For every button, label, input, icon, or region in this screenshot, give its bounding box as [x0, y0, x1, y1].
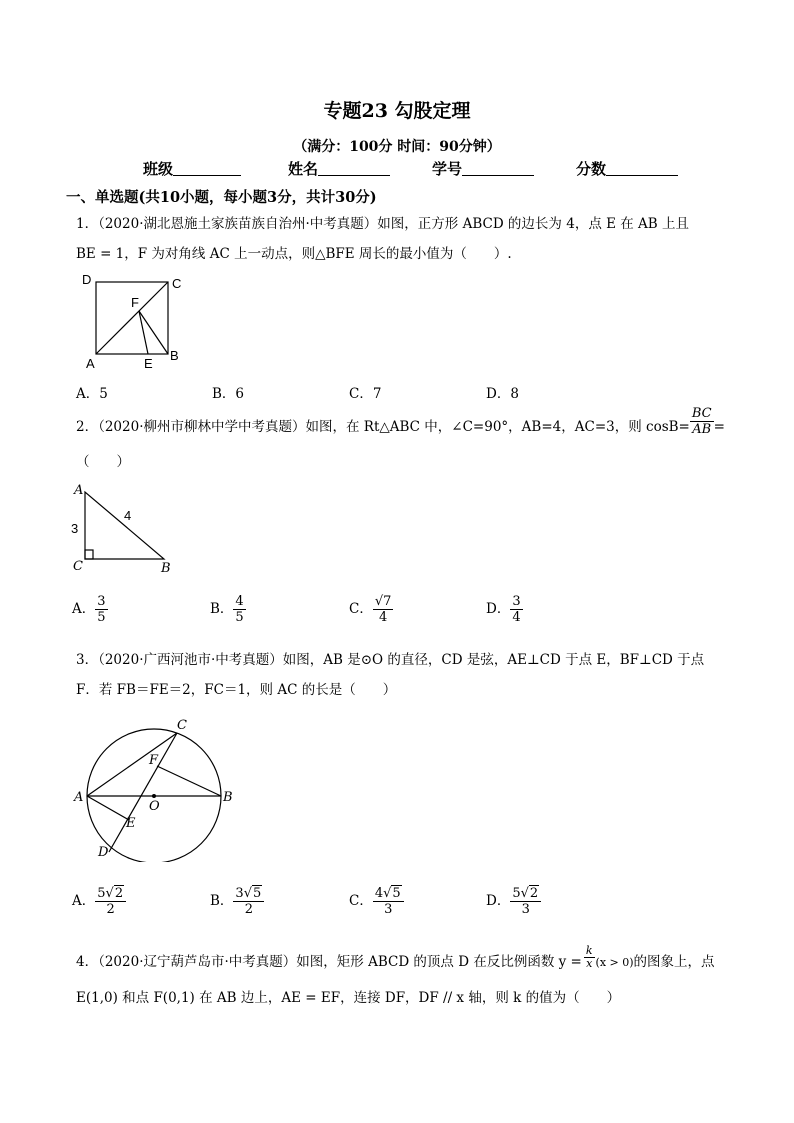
q2-side-4: 4 — [124, 508, 132, 523]
q1-label-f: F — [131, 295, 139, 310]
q2-text: 2．（2020·柳州市柳林中学中考真题）如图，在 Rt△ABC 中，∠C=90°，AB=4，AC=3，则 cosB= — [76, 419, 690, 435]
q1-label-a: A — [86, 356, 95, 371]
q1-option-c[interactable]: C．7 — [349, 386, 382, 402]
q3-option-a-den: 2 — [106, 902, 115, 917]
q3-center-dot — [152, 794, 156, 798]
q3-option-a-rad: 2 — [114, 886, 124, 901]
q4-line2: E(1,0) 和点 F(0,1) 在 AB 边上，AE = EF，连接 DF，DF // x 轴，则 k 的值为（ ） — [76, 990, 621, 1006]
q3-option-d-rad: 2 — [529, 886, 539, 901]
q3-option-d[interactable] — [486, 886, 541, 917]
q3-option-a-coef: 5 — [97, 886, 106, 901]
q2-line2: （ ） — [76, 454, 130, 470]
q2-option-c[interactable] — [349, 594, 393, 625]
q2-frac-den: AB — [692, 422, 712, 437]
q3-option-b-den: 2 — [244, 902, 253, 917]
score-label: 分数 — [576, 160, 607, 178]
q2-label-c: C — [73, 559, 83, 574]
q1-figure — [76, 270, 196, 375]
q3-label-f: F — [149, 753, 159, 768]
q3-option-b-num: 3√5 — [233, 886, 264, 902]
q1-option-b[interactable]: B．6 — [212, 386, 245, 402]
q4-condition: (x > 0) — [595, 956, 634, 969]
q3-option-d-value — [510, 886, 541, 917]
number-field — [432, 158, 534, 179]
q2-option-b-num: 4 — [235, 594, 244, 609]
q2-label-a: A — [74, 483, 84, 498]
q2-option-a-num: 3 — [97, 594, 106, 609]
q3-option-b-letter: B． — [210, 893, 234, 909]
q3-option-c-den: 3 — [384, 902, 393, 917]
q3-option-d-coef: 5 — [512, 886, 521, 901]
name-label: 姓名 — [288, 160, 319, 178]
q2-option-b-letter: B． — [210, 601, 234, 617]
q2-option-c-den: 4 — [378, 610, 388, 625]
name-field — [288, 158, 390, 179]
q4-text-a: 4．（2020·辽宁葫芦岛市·中考真题）如图，矩形 ABCD 的顶点 D 在反比例函数 y = — [76, 954, 582, 970]
score-blank — [606, 160, 678, 176]
q2-option-b-den: 5 — [235, 610, 244, 625]
q2-side-3: 3 — [71, 521, 79, 536]
q2-triangle — [85, 492, 164, 559]
q2-option-b[interactable] — [210, 594, 246, 625]
name-blank — [318, 160, 390, 176]
number-label: 学号 — [432, 160, 463, 178]
q4-frac-den: x — [586, 957, 593, 970]
q3-option-c-rad: 5 — [392, 886, 401, 901]
q2-option-d-value — [510, 594, 522, 625]
class-blank — [173, 160, 241, 176]
q3-figure — [66, 712, 246, 862]
q3-option-c-coef: 4 — [374, 886, 384, 901]
q3-option-c-num: 4√5 — [373, 886, 404, 902]
class-field — [143, 158, 241, 179]
q1-option-a[interactable]: A．5 — [76, 386, 108, 402]
number-blank — [462, 160, 534, 176]
q2-option-c-value — [373, 594, 394, 625]
q2-option-a[interactable] — [72, 594, 108, 625]
q3-option-c[interactable] — [349, 886, 404, 917]
q1-line1: 1．（2020·湖北恩施土家族苗族自治州·中考真题）如图，正方形 ABCD 的边长为 4，点 E 在 AB 上且 — [76, 216, 690, 232]
q3-option-c-letter: C． — [349, 893, 373, 909]
q4-frac-num: k — [585, 944, 593, 957]
q4-line1 — [76, 944, 715, 971]
q3-line2: F．若 FB＝FE＝2，FC＝1，则 AC 的长是（ ） — [76, 682, 397, 698]
q2-option-a-den: 5 — [97, 610, 106, 625]
q2-option-d-letter: D． — [486, 601, 511, 617]
q3-option-a-value — [95, 886, 126, 917]
q3-option-b[interactable] — [210, 886, 264, 917]
q2-option-c-letter: C． — [349, 601, 373, 617]
q3-option-d-letter: D． — [486, 893, 511, 909]
q4-text-b: 的图象上，点 — [633, 954, 715, 970]
q3-option-d-num: 5√2 — [510, 886, 541, 902]
q2-frac-num: BC — [691, 406, 712, 421]
q3-option-a[interactable] — [72, 886, 126, 917]
q3-option-b-coef: 3 — [235, 886, 244, 901]
q2-option-a-letter: A． — [72, 601, 96, 617]
score-field — [576, 158, 678, 179]
q3-label-e: E — [126, 816, 136, 831]
q1-option-d[interactable]: D．8 — [486, 386, 519, 402]
q3-option-a-letter: A． — [72, 893, 96, 909]
q2-figure — [66, 480, 186, 576]
page-title: 专题23 勾股定理 — [323, 100, 471, 122]
q3-line1: 3．（2020·广西河池市·中考真题）如图，AB 是⊙O 的直径，CD 是弦，AE⊥CD 于点 E，BF⊥CD 于点 — [76, 652, 705, 668]
q3-label-b: B — [223, 790, 233, 805]
q4-fraction — [584, 945, 595, 970]
q3-option-c-value — [373, 886, 404, 917]
q2-right-angle — [85, 550, 93, 559]
q1-line2: BE = 1，F 为对角线 AC 上一动点，则△BFE 周长的最小值为（ ）. — [76, 246, 512, 262]
q2-option-d-den: 4 — [512, 610, 521, 625]
q2-option-d[interactable] — [486, 594, 523, 625]
section-heading: 一、单选题(共10小题，每小题3分，共计30分) — [66, 189, 377, 206]
q1-diagonal — [96, 282, 168, 354]
class-label: 班级 — [143, 160, 174, 178]
q3-segment-ac — [87, 733, 177, 796]
q2-option-a-value — [95, 594, 107, 625]
q3-option-b-rad: 5 — [253, 886, 262, 901]
q3-label-o: O — [149, 799, 160, 814]
q3-chord-cd — [109, 733, 177, 852]
q3-label-d: D — [98, 845, 109, 860]
q1-label-b: B — [170, 348, 179, 363]
q2-option-d-num: 3 — [512, 594, 521, 609]
q1-label-c: C — [172, 276, 182, 291]
q3-option-a-num: 5√2 — [95, 886, 126, 902]
q2-line1 — [76, 406, 725, 437]
q2-option-b-value — [233, 594, 245, 625]
q2-label-b: B — [161, 561, 171, 576]
q2-option-c-num: √7 — [374, 594, 392, 609]
q3-label-a: A — [74, 790, 84, 805]
q3-option-d-den: 3 — [521, 902, 530, 917]
q1-label-d: D — [82, 272, 92, 287]
q3-segment-bf — [157, 766, 221, 796]
q2-fraction — [690, 406, 714, 437]
q1-label-e: E — [144, 356, 153, 371]
q3-label-c: C — [177, 718, 187, 733]
q3-option-b-value — [233, 886, 264, 917]
q3-segment-ae — [87, 796, 129, 820]
exam-subtitle: （满分：100分 时间：90分钟） — [293, 139, 501, 155]
q2-equals: = — [713, 419, 725, 435]
